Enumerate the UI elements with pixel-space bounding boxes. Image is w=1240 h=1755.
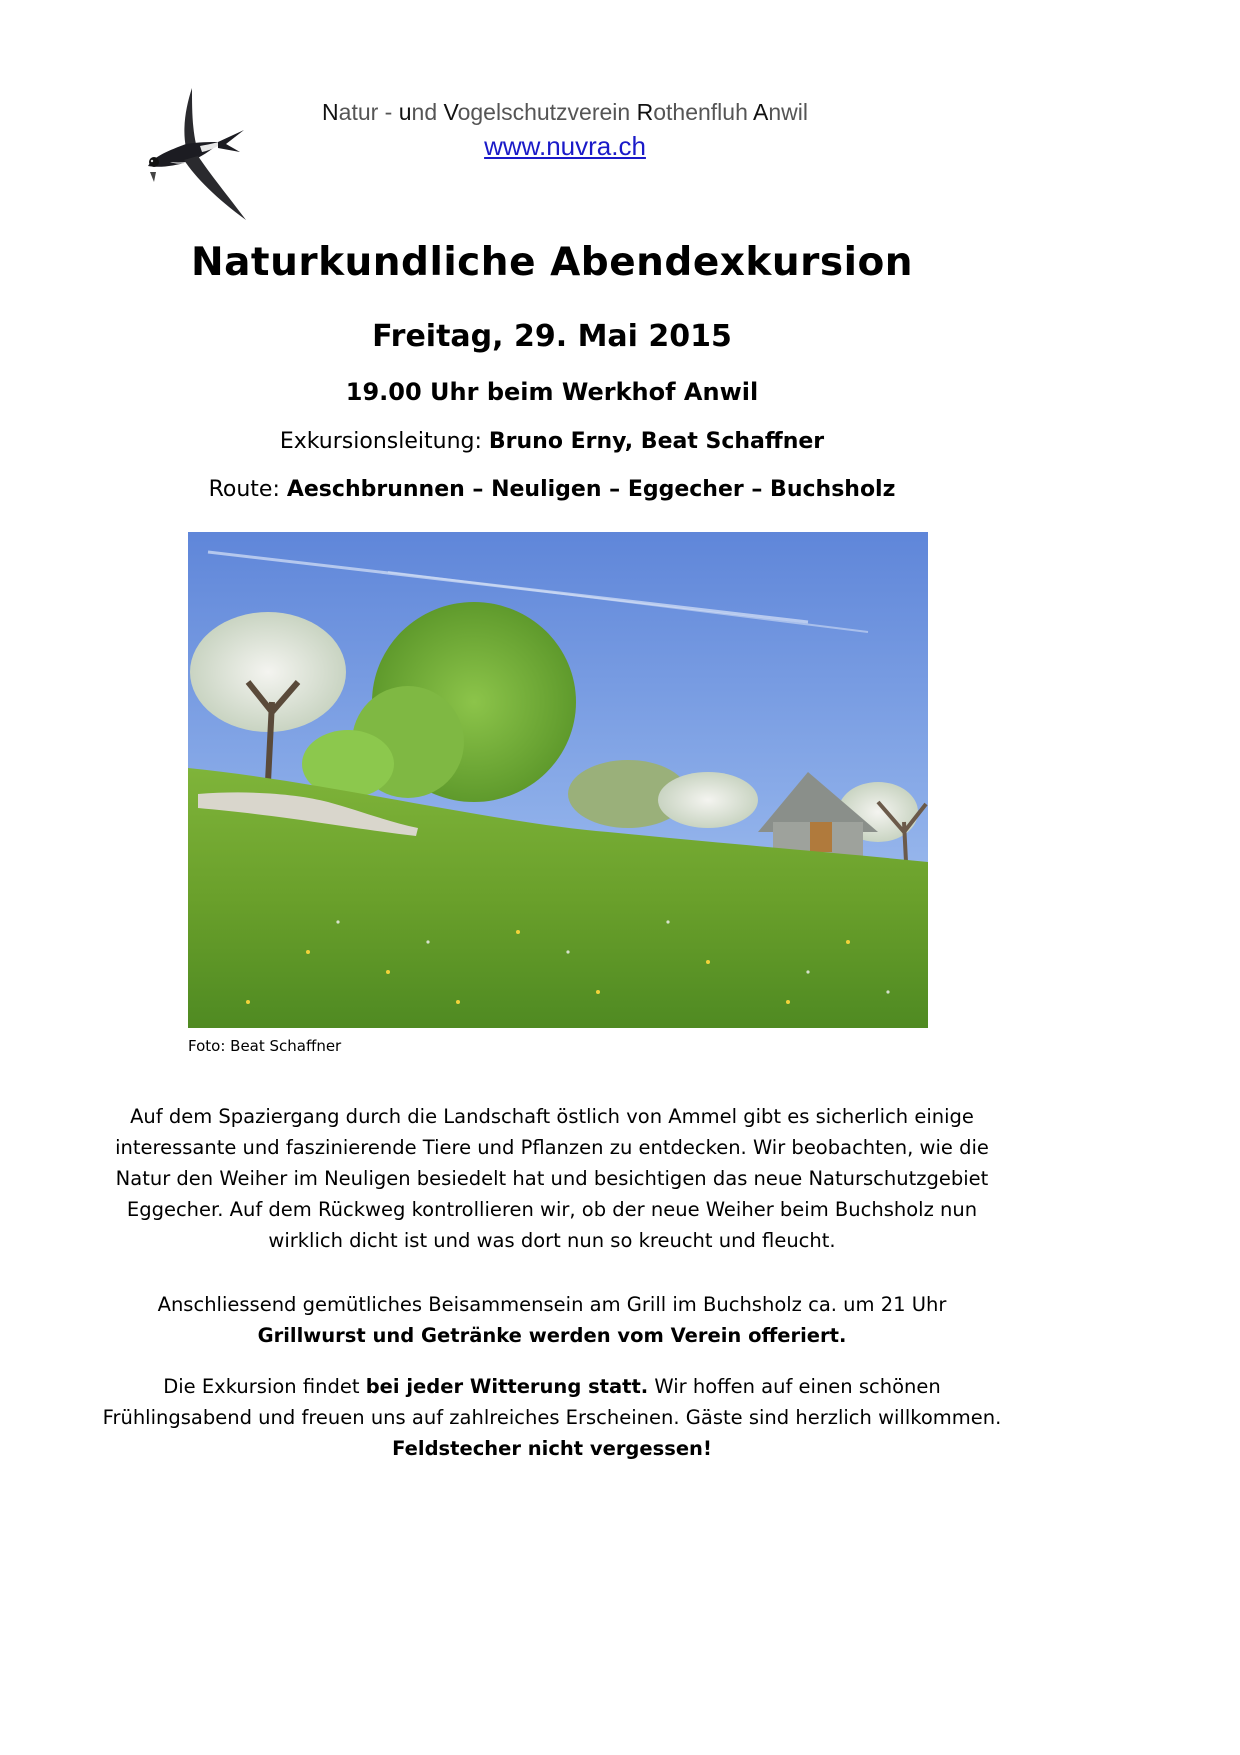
org-initial: u [398,99,412,125]
grill-paragraph [60,1289,1044,1351]
event-date: Freitag, 29. Mai 2015 [372,319,732,354]
text-run-bold: bei jeder Witterung statt. [365,1375,649,1398]
weather-paragraph [60,1371,1044,1464]
org-word: atur - [338,99,399,125]
leaders-names: Bruno Erny, Beat Schaffner [488,429,825,454]
description-paragraph [60,1101,1044,1256]
event-leaders [0,425,1104,459]
leaders-label: Exkursionsleitung: [279,429,489,454]
paragraph-line: wirklich dicht ist und was dort nun so kreucht und fleucht. [268,1229,836,1252]
text-run: Wir hoffen auf einen schönen [648,1375,941,1398]
paragraph-line: interessante und faszinierende Tiere und Pflanzen zu entdecken. Wir beobachten, wie die [115,1136,989,1159]
org-word: nwil [768,99,808,125]
route-stops: Aeschbrunnen – Neuligen – Eggecher – Buchsholz [286,477,896,502]
organization-name [240,98,890,126]
org-initial: R [636,99,654,125]
route-label: Route: [208,477,287,502]
org-initial: V [443,99,458,125]
org-initial: A [752,99,769,125]
org-word: ogelschutzverein [457,99,637,125]
website-link[interactable]: www.nuvra.ch [484,131,646,161]
landscape-photo [188,532,928,1028]
event-route [0,473,1104,507]
org-word: nd [411,99,444,125]
event-title: Naturkundliche Abendexkursion [190,240,914,285]
photo-caption: Foto: Beat Schaffner [188,1037,342,1055]
paragraph-line-bold: Feldstecher nicht vergessen! [392,1437,712,1460]
paragraph-line: Natur den Weiher im Neuligen besiedelt hat und besichtigen das neue Naturschutzgebiet [115,1167,989,1190]
paragraph-line-bold: Grillwurst und Getränke werden vom Verein offeriert. [257,1324,847,1347]
event-time-place: 19.00 Uhr beim Werkhof Anwil [345,378,759,406]
paragraph-line: Anschliessend gemütliches Beisammensein am Grill im Buchsholz ca. um 21 Uhr [157,1293,947,1316]
paragraph-line: Auf dem Spaziergang durch die Landschaft östlich von Ammel gibt es sicherlich einige [130,1105,974,1128]
org-initial: N [322,99,339,125]
paragraph-line [60,1371,1044,1402]
paragraph-line: Eggecher. Auf dem Rückweg kontrollieren wir, ob der neue Weiher beim Buchsholz nun [126,1198,978,1221]
org-word: othenfluh [653,99,753,125]
paragraph-line: Frühlingsabend und freuen uns auf zahlreiches Erscheinen. Gäste sind herzlich willkommen. [102,1406,1002,1429]
text-run: Die Exkursion findet [163,1375,366,1398]
swallow-logo [140,86,250,222]
